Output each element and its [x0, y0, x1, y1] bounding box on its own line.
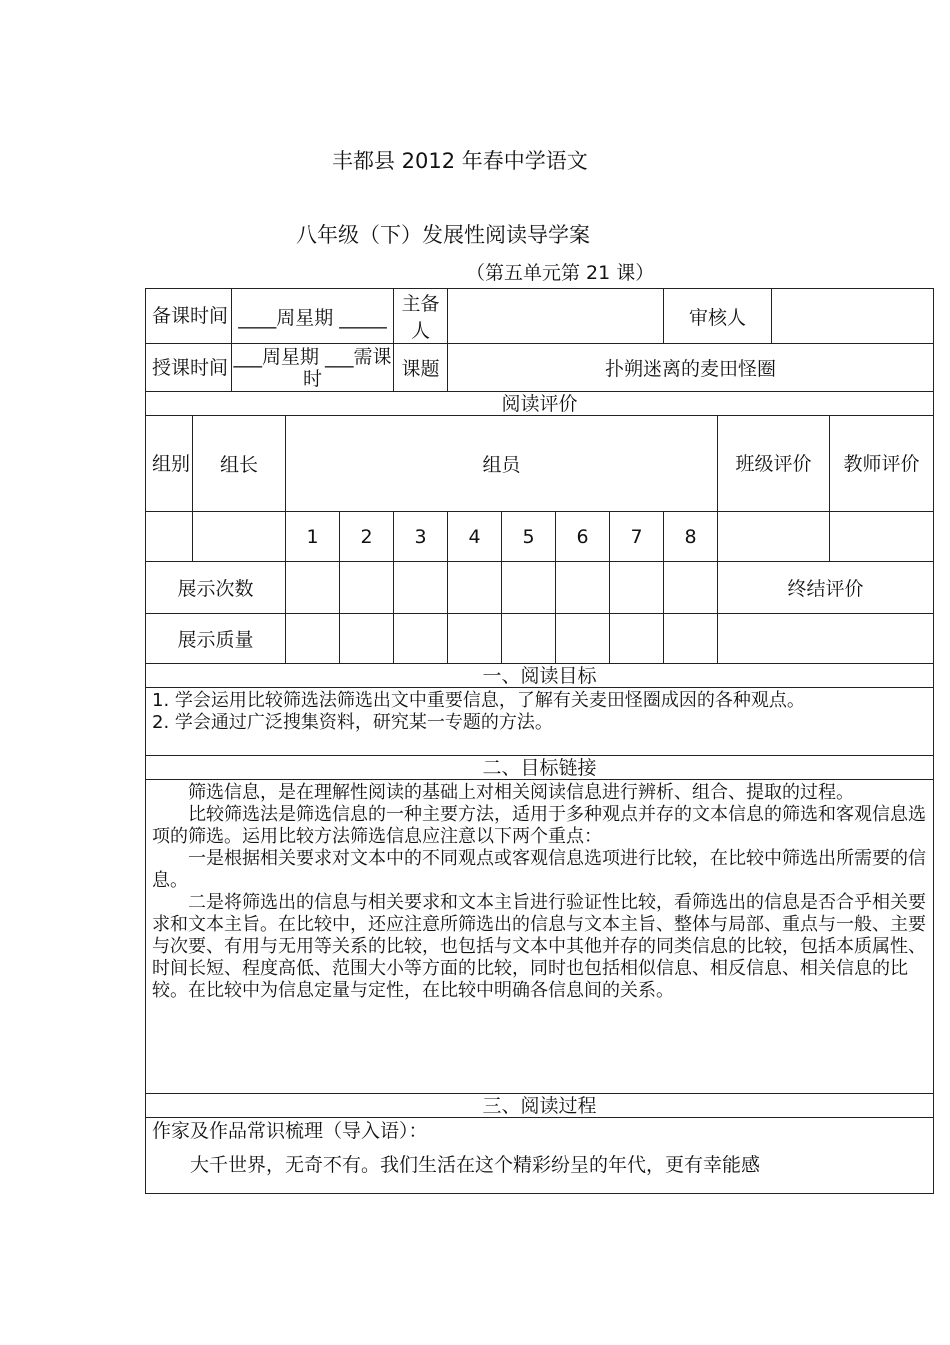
member-number: 4 [448, 512, 502, 562]
document-title-line2: 八年级（下）发展性阅读导学案 [296, 223, 590, 247]
goal-link-paragraph: 一是根据相关要求对文本中的不同观点或客观信息选项进行比较，在比较中筛选出所需要的信息。 [152, 848, 926, 891]
lesson-subtitle: （第五单元第 21 课） [466, 262, 655, 284]
topic-value: 扑朔迷离的麦田怪圈 [448, 344, 934, 392]
section-reading-goals-title: 一、阅读目标 [146, 664, 934, 688]
final-eval-cell [718, 614, 934, 664]
group-label: 组别 [146, 416, 193, 512]
member-number: 3 [394, 512, 448, 562]
group-cell [146, 512, 193, 562]
teacher-eval-label: 教师评价 [830, 416, 934, 512]
show-count-label: 展示次数 [146, 562, 286, 614]
lead-prep-value [448, 289, 664, 344]
class-eval-label: 班级评价 [718, 416, 830, 512]
intro-label: 作家及作品常识梳理（导入语）： [152, 1120, 428, 1142]
class-eval-cell [718, 512, 830, 562]
goal-link-paragraph: 二是将筛选出的信息与相关要求和文本主旨进行验证性比较，看筛选出的信息是否合乎相关要求和文本主旨。在比较中，还应注意所筛选出的信息与文本主旨、整体与局部、重点与一般、主要与次要、有用与无用等关系的比较，也包括与文本中其他并存的同类信息的比较，包括本质属性、时间长短、程度高低、范围大小等方面的比较，同时也包括相似信息、相反信息、相关信息的比较。在比较中为信息定量与定性，在比较中明确各信息间的关系。 [152, 892, 926, 1001]
reviewer-value [772, 289, 934, 344]
final-eval-label: 终结评价 [718, 562, 934, 614]
member-number: 2 [340, 512, 394, 562]
section-goal-links-title: 二、目标链接 [146, 756, 934, 780]
leader-cell [193, 512, 286, 562]
reading-process-body [146, 1118, 934, 1194]
leader-label: 组长 [193, 416, 286, 512]
member-number: 7 [610, 512, 664, 562]
reviewer-label: 审核人 [664, 289, 772, 344]
goal-link-paragraph: 比较筛选法是筛选信息的一种主要方法，适用于多种观点并存的文本信息的筛选和客观信息选项的筛选。运用比较方法筛选信息应注意以下两个重点： [152, 804, 926, 847]
intro-text: 大千世界，无奇不有。我们生活在这个精彩纷呈的年代，更有幸能感 [190, 1154, 761, 1176]
member-number: 8 [664, 512, 718, 562]
prep-time-value: ____周星期 _____ [232, 289, 394, 344]
goal-item: 1. 学会运用比较筛选法筛选出文中重要信息，了解有关麦田怪圈成因的各种观点。 [152, 690, 805, 711]
show-quality-label: 展示质量 [146, 614, 286, 664]
teacher-eval-cell [830, 512, 934, 562]
member-number: 6 [556, 512, 610, 562]
goal-links-body [146, 780, 934, 1094]
member-number: 5 [502, 512, 556, 562]
section-reading-process-title: 三、阅读过程 [146, 1094, 934, 1118]
teach-time-label: 授课时间 [146, 344, 232, 392]
members-label: 组员 [286, 416, 718, 512]
prep-time-label: 备课时间 [146, 289, 232, 344]
goal-link-paragraph: 筛选信息，是在理解性阅读的基础上对相关阅读信息进行辨析、组合、提取的过程。 [188, 782, 854, 803]
study-plan-table [145, 288, 934, 1194]
reading-goals-body [146, 688, 934, 756]
evaluation-section-title: 阅读评价 [146, 392, 934, 416]
lead-prep-label: 主备人 [394, 289, 448, 344]
topic-label: 课题 [394, 344, 448, 392]
member-number: 1 [286, 512, 340, 562]
goal-item: 2. 学会通过广泛搜集资料，研究某一专题的方法。 [152, 712, 553, 733]
teach-time-value: ___周星期 ___需课时 [233, 345, 392, 390]
document-title-line1: 丰都县 2012 年春中学语文 [332, 149, 588, 173]
